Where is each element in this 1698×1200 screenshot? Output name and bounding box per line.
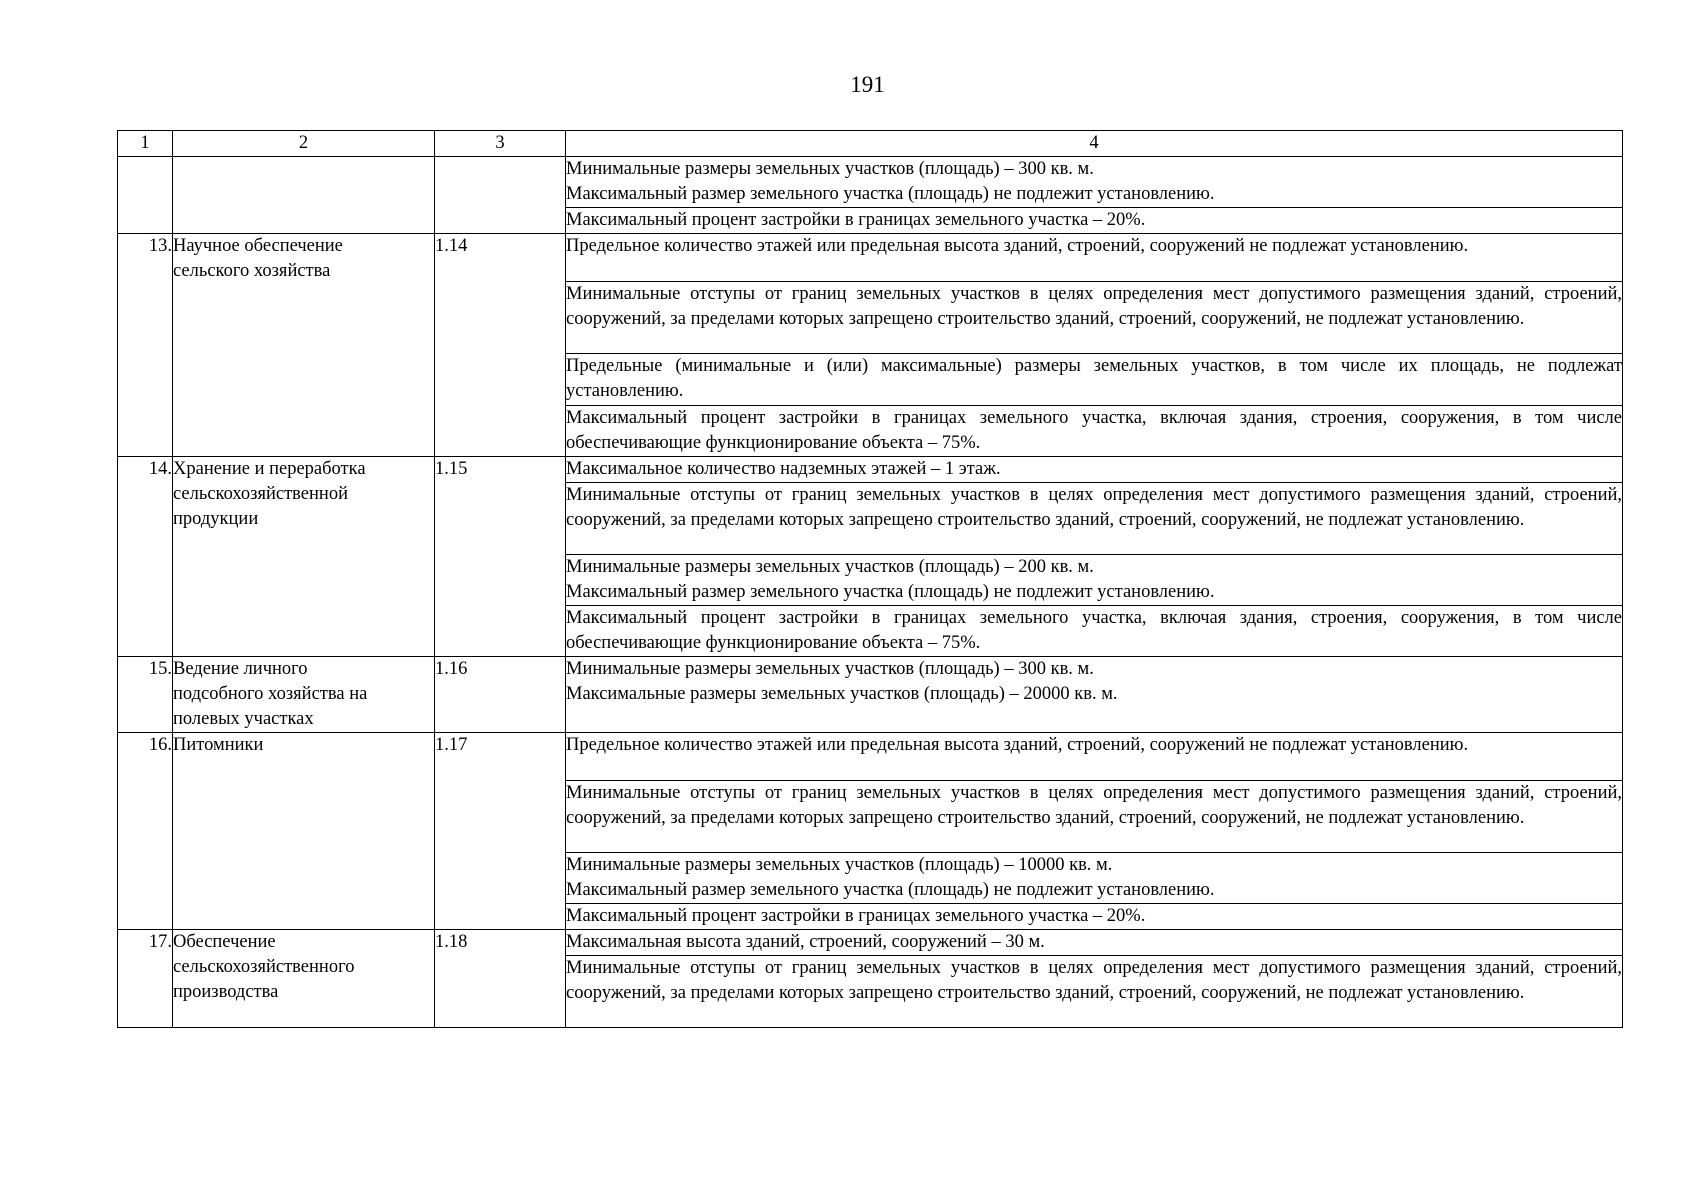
parameter-cell (566, 606, 1623, 657)
parameter-text: Максимальный процент застройки в границах земельного участка, включая здания, строения, сооружения, в том числе обеспечивающие функционирование объекта – 75%. (566, 408, 1622, 453)
table-row (118, 234, 1623, 282)
row-number: 15. (118, 657, 173, 733)
classifier-code: 1.18 (435, 930, 566, 1028)
land-use-name (173, 457, 435, 657)
table-row (118, 157, 1623, 208)
parameter-text: Минимальные размеры земельных участков (площадь) – 10000 кв. м. (566, 855, 1113, 875)
table-row (118, 457, 1623, 483)
classifier-code: 1.14 (435, 234, 566, 457)
row-number: 16. (118, 733, 173, 930)
parameter-text: Предельное количество этажей или предельная высота зданий, строений, сооружений не подлежат установлению. (566, 735, 1469, 755)
land-use-name-line: сельского хозяйства (173, 261, 331, 281)
parameter-text: Максимальный размер земельного участка (площадь) не подлежит установлению. (566, 582, 1215, 602)
land-use-name-line: сельскохозяйственной (173, 484, 348, 504)
parameter-cell (566, 282, 1623, 354)
parameter-cell (566, 930, 1623, 956)
parameter-text: Максимальный размер земельного участка (площадь) не подлежит установлению. (566, 184, 1215, 204)
parameter-cell (566, 956, 1623, 1028)
land-use-name-line: полевых участках (173, 709, 314, 729)
land-use-name-line: производства (173, 982, 279, 1002)
land-use-name-line: Обеспечение (173, 932, 276, 952)
classifier-code: 1.17 (435, 733, 566, 930)
parameter-text: Минимальные размеры земельных участков (площадь) – 200 кв. м. (566, 557, 1094, 577)
page-number: 191 (850, 72, 885, 97)
parameter-text: Минимальные отступы от границ земельных участков в целях определения мест допустимого размещения зданий, строений, сооружений, за пределами которых запрещено строительство зданий, строений, сооружений, не подлежат установлению. (566, 284, 1622, 329)
classifier-code: 1.16 (435, 657, 566, 733)
parameter-text: Минимальные отступы от границ земельных участков в целях определения мест допустимого размещения зданий, строений, сооружений, за пределами которых запрещено строительство зданий, строений, сооружений, не подлежат установлению. (566, 485, 1622, 530)
land-use-name (173, 657, 435, 733)
parameter-cell (566, 157, 1623, 208)
parameter-text: Максимальное количество надземных этажей – 1 этаж. (566, 459, 1001, 479)
parameter-cell (566, 904, 1623, 930)
parameter-cell (566, 457, 1623, 483)
parameter-cell (566, 555, 1623, 606)
land-use-name-line: Ведение личного (173, 659, 308, 679)
parameter-cell (566, 657, 1623, 733)
header-col-3: 3 (435, 131, 566, 157)
parameter-cell (566, 208, 1623, 234)
parameter-cell (566, 483, 1623, 555)
parameter-cell (566, 406, 1623, 457)
parameter-text: Предельные (минимальные и (или) максимальные) размеры земельных участков, в том числе их площадь, не подлежат установлению. (566, 356, 1622, 401)
table-row (118, 657, 1623, 733)
row-number: 14. (118, 457, 173, 657)
header-col-4: 4 (566, 131, 1623, 157)
land-use-name (173, 234, 435, 457)
table-row (118, 930, 1623, 956)
parameter-text: Максимальный процент застройки в границах земельного участка – 20%. (566, 210, 1146, 230)
parameter-text: Максимальный размер земельного участка (площадь) не подлежит установлению. (566, 880, 1215, 900)
land-use-name-line: продукции (173, 509, 259, 529)
header-col-2: 2 (173, 131, 435, 157)
regulations-table (117, 130, 1623, 1028)
parameter-cell (566, 354, 1623, 406)
land-use-name-line: Научное обеспечение (173, 236, 343, 256)
parameter-text: Максимальная высота зданий, строений, сооружений – 30 м. (566, 932, 1045, 952)
classifier-code: 1.15 (435, 457, 566, 657)
parameter-text: Максимальный процент застройки в границах земельного участка, включая здания, строения, сооружения, в том числе обеспечивающие функционирование объекта – 75%. (566, 608, 1622, 653)
parameter-cell (566, 853, 1623, 904)
land-use-name-line: подсобного хозяйства на (173, 684, 368, 704)
land-use-name-line: Хранение и переработка (173, 459, 366, 479)
table-body (118, 131, 1623, 1028)
parameter-text: Минимальные отступы от границ земельных участков в целях определения мест допустимого размещения зданий, строений, сооружений, за пределами которых запрещено строительство зданий, строений, сооружений, не подлежат установлению. (566, 783, 1622, 828)
land-use-name-line: Питомники (173, 735, 264, 755)
table-header-row (118, 131, 1623, 157)
parameter-text: Минимальные отступы от границ земельных участков в целях определения мест допустимого размещения зданий, строений, сооружений, за пределами которых запрещено строительство зданий, строений, сооружений, не подлежат установлению. (566, 958, 1622, 1003)
land-use-name (173, 930, 435, 1028)
row-number: 13. (118, 234, 173, 457)
land-use-name-line: сельскохозяйственного (173, 957, 355, 977)
header-col-1: 1 (118, 131, 173, 157)
parameter-cell (566, 733, 1623, 781)
parameter-text: Максимальные размеры земельных участков (площадь) – 20000 кв. м. (566, 684, 1118, 704)
parameter-text: Предельное количество этажей или предельная высота зданий, строений, сооружений не подлежат установлению. (566, 236, 1469, 256)
row-number: 17. (118, 930, 173, 1028)
parameter-text: Минимальные размеры земельных участков (площадь) – 300 кв. м. (566, 159, 1094, 179)
classifier-code (435, 157, 566, 234)
parameter-text: Максимальный процент застройки в границах земельного участка – 20%. (566, 906, 1146, 926)
parameter-cell (566, 234, 1623, 282)
land-use-name (173, 733, 435, 930)
land-use-name (173, 157, 435, 234)
table-row (118, 733, 1623, 781)
parameter-cell (566, 781, 1623, 853)
parameter-text: Минимальные размеры земельных участков (площадь) – 300 кв. м. (566, 659, 1094, 679)
row-number (118, 157, 173, 234)
